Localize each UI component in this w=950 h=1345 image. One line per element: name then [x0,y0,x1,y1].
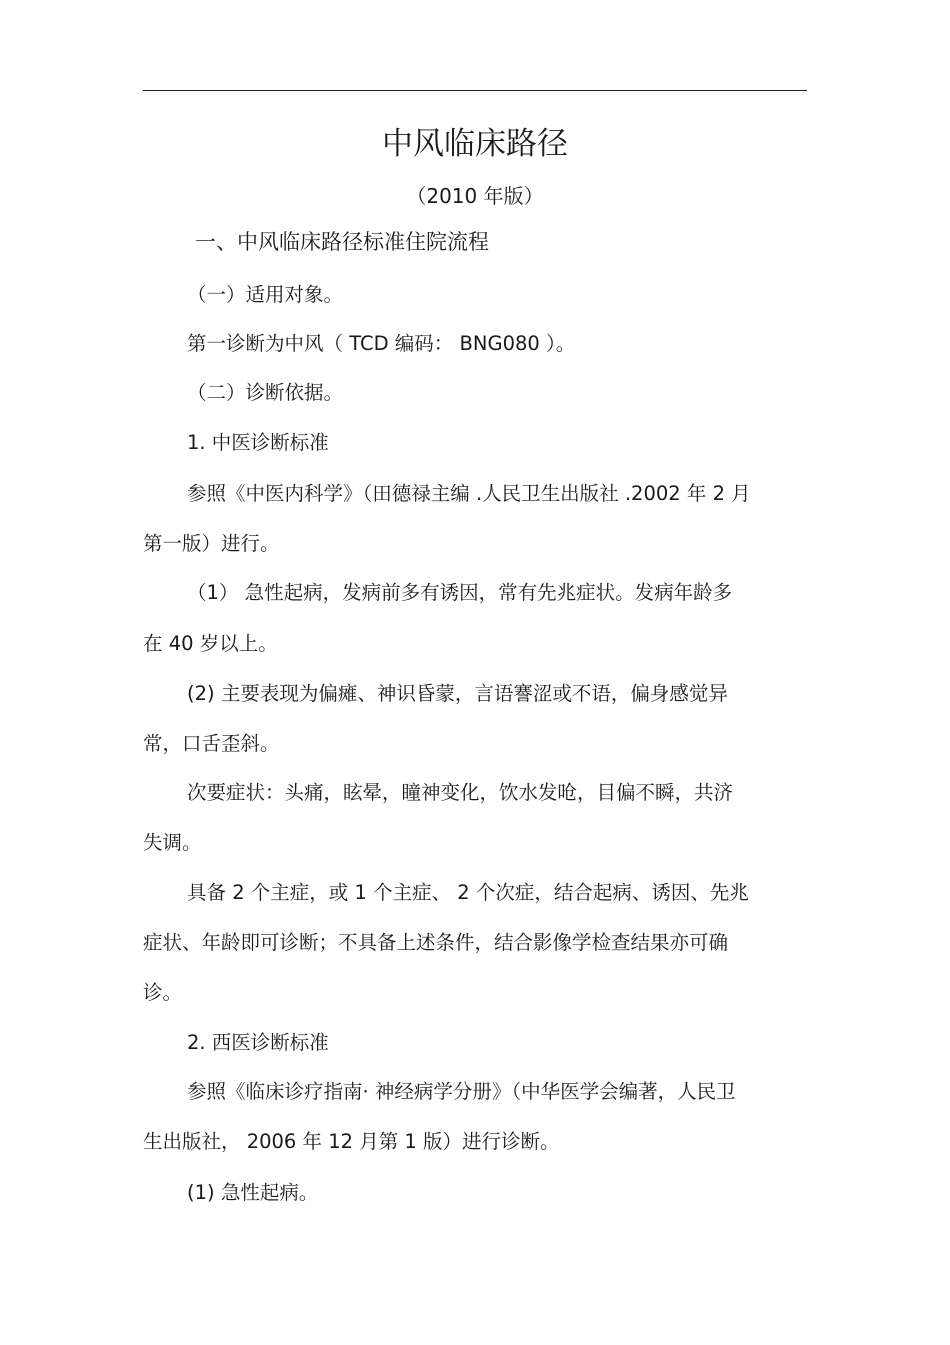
document-title: 中风临床路径 [382,126,568,162]
paragraph-line: 具备 2 个主症，或 1 个主症、 2 个次症，结合起病、诱因、先兆 [187,881,749,904]
paragraph-line: (2) 主要表现为偏瘫、神识昏蒙，言语謇涩或不语，偏身感觉异 [187,682,728,705]
paragraph-line: 症状、年龄即可诊断；不具备上述条件，结合影像学检查结果亦可确 [143,931,729,954]
paragraph-line: 诊。 [143,981,183,1004]
paragraph-line: 参照《中医内科学》（田德禄主编 .人民卫生出版社 .2002 年 2 月 [187,482,751,505]
section-heading: 一、中风临床路径标准住院流程 [195,230,489,254]
numbered-heading: 2. 西医诊断标准 [187,1031,329,1054]
paragraph-line: 参照《临床诊疗指南· 神经病学分册》（中华医学会编著，人民卫 [187,1080,736,1103]
subsection-heading: （一）适用对象。 [187,283,344,306]
paragraph-line: 生出版社， 2006 年 12 月第 1 版）进行诊断。 [143,1130,560,1153]
subsection-heading: （二）诊断依据。 [187,381,344,404]
paragraph-line: 第一诊断为中风（ TCD 编码： BNG080 ）。 [187,332,576,355]
numbered-heading: 1. 中医诊断标准 [187,431,329,454]
paragraph-line: 失调。 [143,831,202,854]
paragraph-line: 第一版）进行。 [143,532,280,555]
paragraph-line: 次要症状：头痛，眩晕，瞳神变化，饮水发呛，目偏不瞬，共济 [187,781,734,804]
document-subtitle: （2010 年版） [406,184,544,208]
paragraph-line: 常，口舌歪斜。 [143,732,280,755]
header-rule [143,90,807,91]
paragraph-line: (1) 急性起病。 [187,1181,319,1204]
paragraph-line: 在 40 岁以上。 [143,632,278,655]
paragraph-line: （1） 急性起病，发病前多有诱因，常有先兆症状。发病年龄多 [187,581,733,604]
